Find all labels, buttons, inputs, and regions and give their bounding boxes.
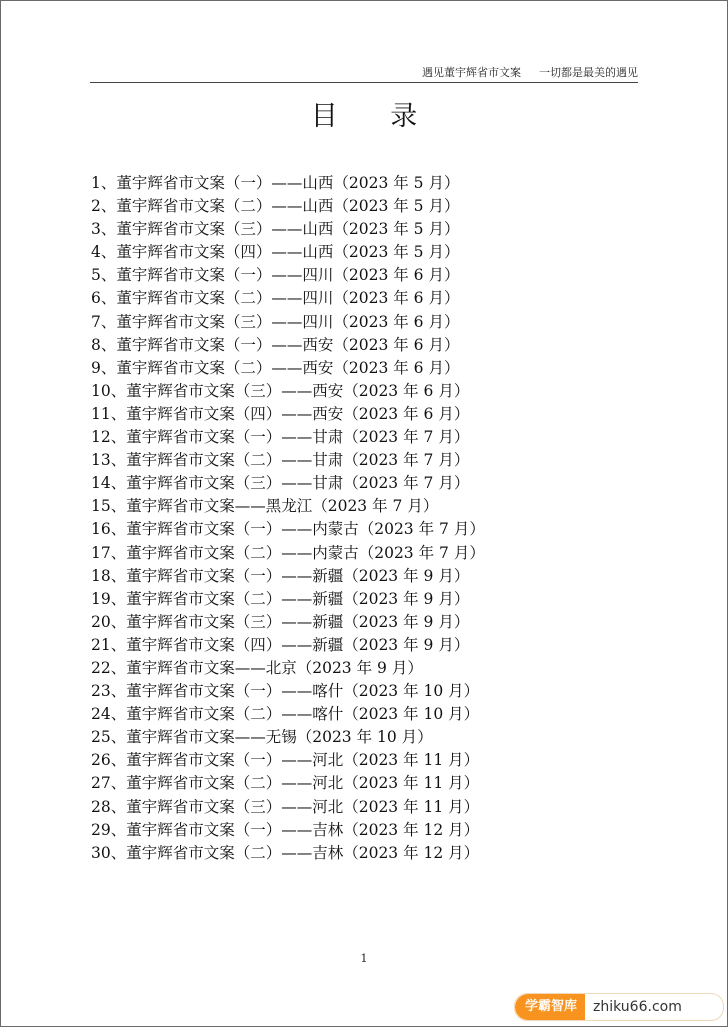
toc-item: 18、董宇辉省市文案（一）——新疆（2023 年 9 月） — [91, 566, 470, 585]
toc-item: 14、董宇辉省市文案（三）——甘肃（2023 年 7 月） — [91, 474, 470, 493]
toc-item: 6、董宇辉省市文案（二）——四川（2023 年 6 月） — [91, 289, 460, 308]
table-of-contents — [91, 172, 485, 865]
toc-item: 23、董宇辉省市文案（一）——喀什（2023 年 10 月） — [91, 682, 480, 701]
toc-item: 16、董宇辉省市文案（一）——内蒙古（2023 年 7 月） — [91, 520, 485, 539]
toc-item: 17、董宇辉省市文案（二）——内蒙古（2023 年 7 月） — [91, 543, 485, 562]
watermark-badge — [514, 993, 724, 1021]
toc-item: 5、董宇辉省市文案（一）——四川（2023 年 6 月） — [91, 266, 460, 285]
toc-item: 22、董宇辉省市文案——北京（2023 年 9 月） — [91, 658, 423, 677]
toc-item: 11、董宇辉省市文案（四）——西安（2023 年 6 月） — [91, 404, 470, 423]
header-left-text: 遇见董宇辉省市文案 — [422, 66, 521, 79]
toc-item: 13、董宇辉省市文案（二）——甘肃（2023 年 7 月） — [91, 451, 470, 470]
header-text — [422, 66, 638, 80]
toc-item: 10、董宇辉省市文案（三）——西安（2023 年 6 月） — [91, 381, 470, 400]
toc-item: 30、董宇辉省市文案（二）——吉林（2023 年 12 月） — [91, 843, 480, 862]
toc-item: 2、董宇辉省市文案（二）——山西（2023 年 5 月） — [91, 197, 460, 216]
toc-item: 20、董宇辉省市文案（三）——新疆（2023 年 9 月） — [91, 612, 470, 631]
toc-item: 9、董宇辉省市文案（二）——西安（2023 年 6 月） — [91, 358, 460, 377]
watermark-site: zhiku66.com — [593, 999, 682, 1015]
page-number: 1 — [360, 952, 368, 965]
toc-item: 3、董宇辉省市文案（三）——山西（2023 年 5 月） — [91, 220, 460, 239]
toc-item: 1、董宇辉省市文案（一）——山西（2023 年 5 月） — [91, 174, 460, 192]
toc-item: 27、董宇辉省市文案（二）——河北（2023 年 11 月） — [91, 774, 480, 793]
toc-item: 12、董宇辉省市文案（一）——甘肃（2023 年 7 月） — [91, 428, 470, 447]
toc-item: 29、董宇辉省市文案（一）——吉林（2023 年 12 月） — [91, 820, 480, 839]
toc-item: 25、董宇辉省市文案——无锡（2023 年 10 月） — [91, 728, 433, 747]
toc-item: 8、董宇辉省市文案（一）——西安（2023 年 6 月） — [91, 335, 460, 354]
toc-item: 7、董宇辉省市文案（三）——四川（2023 年 6 月） — [91, 312, 460, 331]
toc-item: 19、董宇辉省市文案（二）——新疆（2023 年 9 月） — [91, 589, 470, 608]
toc-item: 15、董宇辉省市文案——黑龙江（2023 年 7 月） — [91, 497, 439, 516]
toc-item: 26、董宇辉省市文案（一）——河北（2023 年 11 月） — [91, 751, 480, 770]
page-title: 目 录 — [310, 101, 440, 132]
toc-item: 28、董宇辉省市文案（三）——河北（2023 年 11 月） — [91, 797, 480, 816]
toc-item: 21、董宇辉省市文案（四）——新疆（2023 年 9 月） — [91, 635, 470, 654]
header-right-text: 一切都是最美的遇见 — [539, 66, 638, 79]
toc-item: 24、董宇辉省市文案（二）——喀什（2023 年 10 月） — [91, 705, 480, 724]
watermark-brand: 学霸智库 — [515, 994, 585, 1020]
toc-item: 4、董宇辉省市文案（四）——山西（2023 年 5 月） — [91, 243, 460, 262]
running-header — [90, 66, 638, 83]
